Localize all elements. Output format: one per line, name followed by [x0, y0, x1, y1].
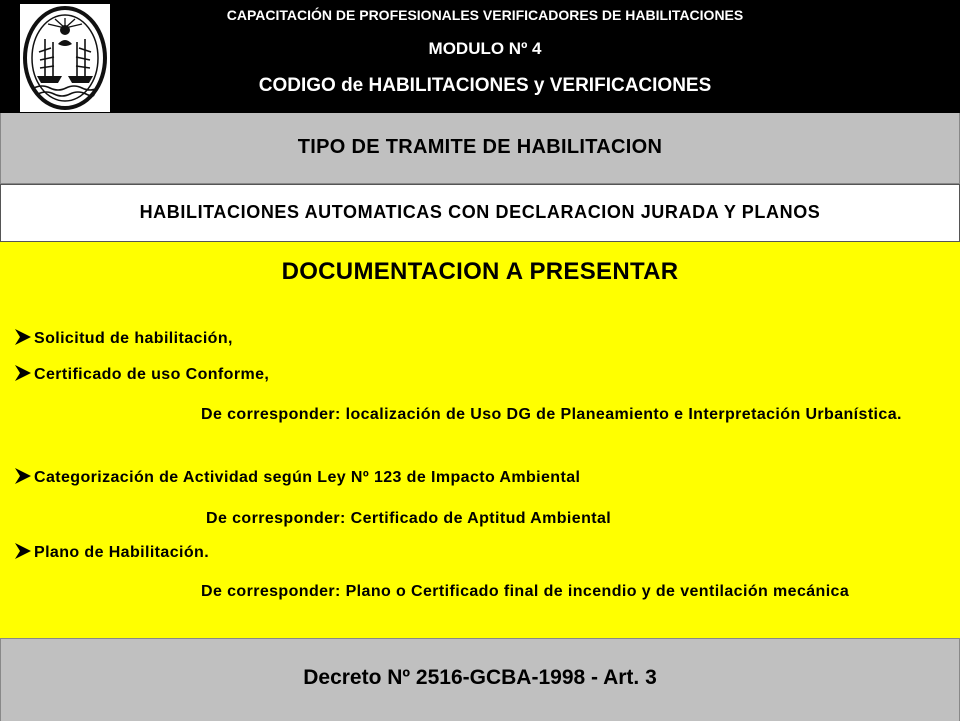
list-item-text: Plano de Habilitación.: [34, 544, 210, 561]
list-item-text: Categorización de Actividad según Ley Nº 123 de Impacto Ambiental: [34, 469, 581, 486]
section-heading: TIPO DE TRAMITE DE HABILITACION: [297, 136, 663, 158]
arrow-bullet-icon: [12, 540, 34, 562]
course-title: CAPACITACIÓN DE PROFESIONALES VERIFICADORES DE HABILITACIONES: [226, 7, 744, 23]
decree-reference: Decreto Nº 2516-GCBA-1998 - Art. 3: [303, 666, 657, 689]
list-item: [12, 362, 269, 384]
module-title: CODIGO de HABILITACIONES y VERIFICACIONES: [258, 75, 712, 96]
list-item-text: Solicitud de habilitación,: [34, 330, 233, 347]
list-item: [12, 465, 580, 487]
module-number: MODULO Nº 4: [428, 39, 542, 58]
subsection-band: [0, 184, 960, 242]
footer-band: [0, 638, 960, 721]
arrow-bullet-icon: [12, 465, 34, 487]
list-item-text: Certificado de uso Conforme,: [34, 366, 270, 383]
arrow-bullet-icon: [12, 362, 34, 384]
city-shield-emblem-icon: [20, 4, 110, 112]
subsection-heading: HABILITACIONES AUTOMATICAS CON DECLARACION JURADA Y PLANOS: [139, 202, 821, 222]
list-item: [12, 540, 209, 562]
header-banner: [0, 0, 960, 113]
documentation-panel: [0, 242, 960, 638]
note-text: De corresponder: Plano o Certificado final de incendio y de ventilación mecánica: [201, 583, 850, 600]
note-text: De corresponder: Certificado de Aptitud Ambiental: [206, 510, 612, 527]
note-text: De corresponder: localización de Uso DG de Planeamiento e Interpretación Urbanística.: [201, 406, 902, 423]
section-heading-band: [0, 113, 960, 184]
documentation-title: DOCUMENTACION A PRESENTAR: [281, 258, 679, 285]
arrow-bullet-icon: [12, 326, 34, 348]
list-item: [12, 326, 233, 348]
